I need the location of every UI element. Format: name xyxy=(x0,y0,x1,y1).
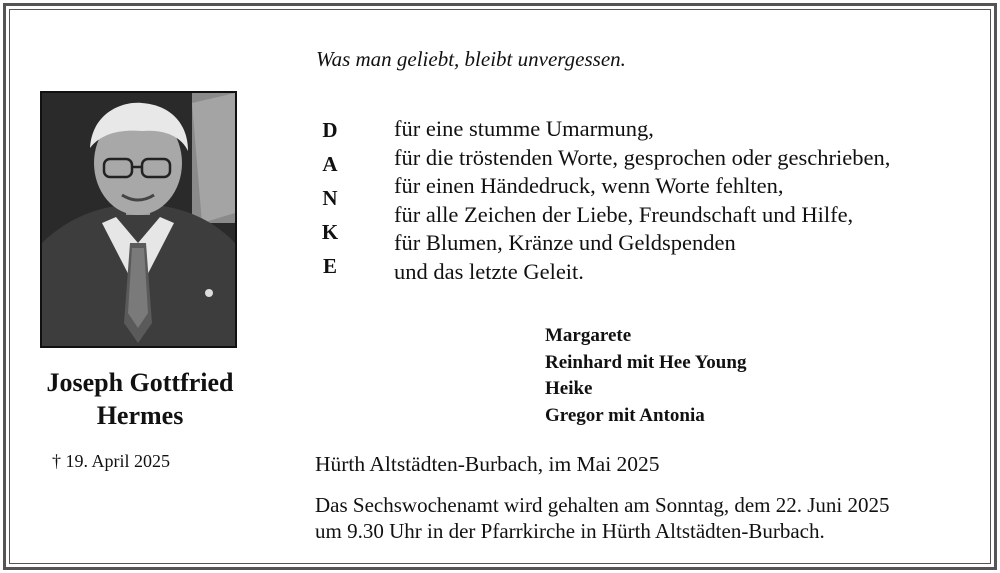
family-member: Reinhard mit Hee Young xyxy=(545,351,747,373)
motto: Was man geliebt, bleibt unvergessen. xyxy=(316,47,626,71)
danke-letter: D xyxy=(322,118,338,142)
family-member: Margarete xyxy=(545,325,632,346)
portrait-photo xyxy=(40,91,237,348)
thanks-line: und das letzte Geleit. xyxy=(394,258,584,284)
danke-letter: E xyxy=(322,254,337,278)
thanks-line: für einen Händedruck, wenn Worte fehlten, xyxy=(394,173,784,199)
danke-letter: A xyxy=(322,152,338,176)
thanks-line: für alle Zeichen der Liebe, Freundschaft und Hilfe, xyxy=(394,201,854,227)
thanks-line: für die tröstenden Worte, gesprochen oder geschrieben, xyxy=(394,144,891,170)
family-member: Heike xyxy=(545,378,593,399)
danke-vertical xyxy=(315,117,345,287)
thanks-line: für eine stumme Umarmung, xyxy=(394,116,654,141)
deceased-first-names: Joseph Gottfried xyxy=(46,368,234,397)
family-signatories xyxy=(545,323,746,429)
family-member: Gregor mit Antonia xyxy=(545,404,705,426)
death-date: † 19. April 2025 xyxy=(52,451,171,471)
notice-line: Das Sechswochenamt wird gehalten am Sonntag, dem 22. Juni 2025 xyxy=(315,493,890,517)
danke-letter: N xyxy=(322,186,338,210)
deceased-surname: Hermes xyxy=(96,401,184,430)
danke-letter: K xyxy=(321,220,339,244)
notice-line: um 9.30 Uhr in der Pfarrkirche in Hürth Altstädten-Burbach. xyxy=(315,519,825,543)
thanks-line: für Blumen, Kränze und Geldspenden xyxy=(394,230,736,256)
thanks-list xyxy=(394,115,890,287)
deceased-name xyxy=(20,366,260,432)
place-and-date: Hürth Altstädten-Burbach, im Mai 2025 xyxy=(315,452,660,476)
mass-notice xyxy=(315,492,889,544)
